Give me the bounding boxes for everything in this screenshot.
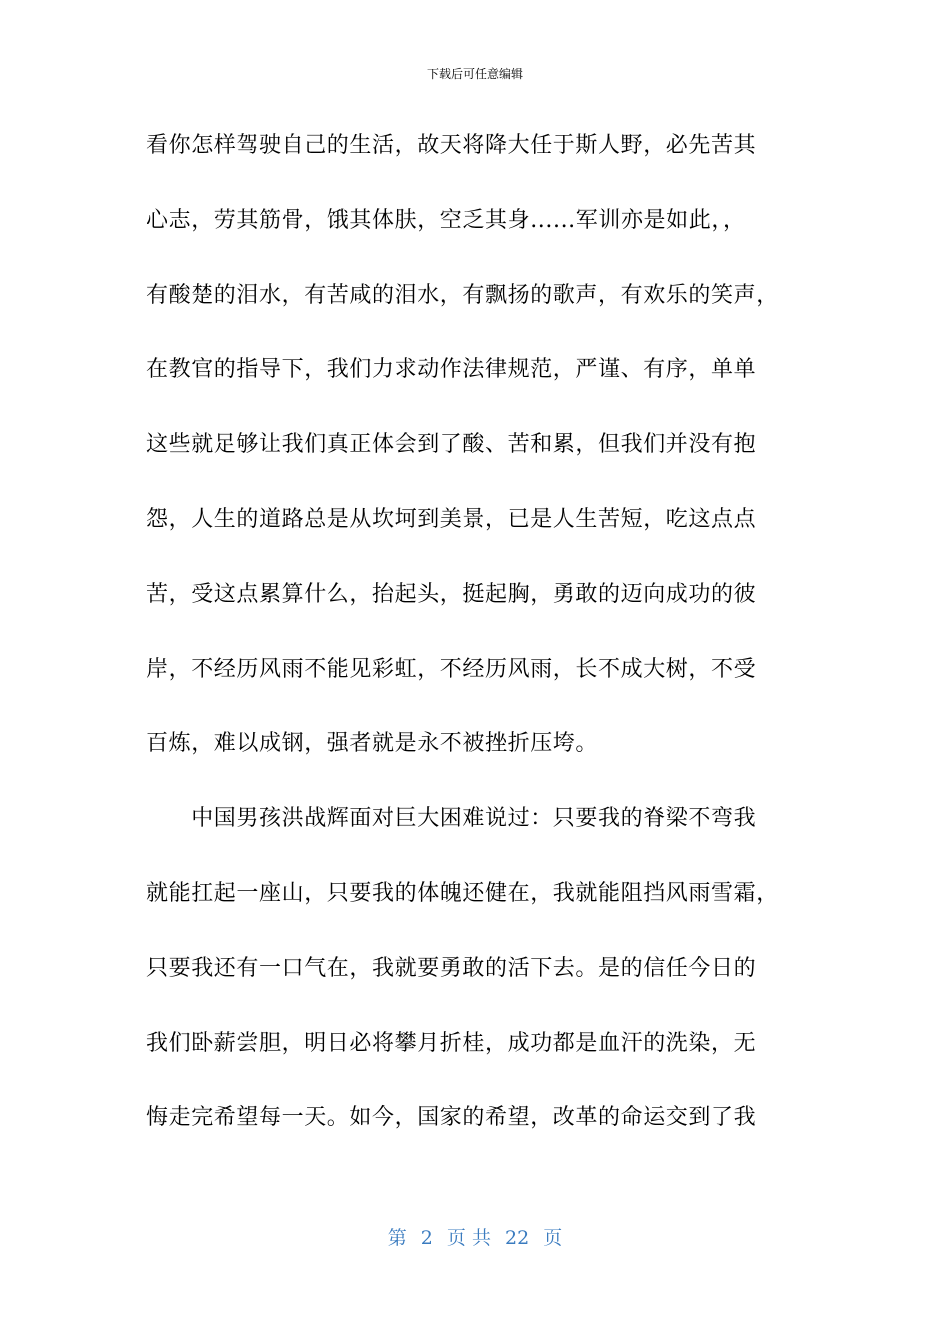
text-line: 悔走完希望每一天。如今，国家的希望，改革的命运交到了我 bbox=[146, 1105, 757, 1131]
text-line: 就能扛起一座山，只要我的体魄还健在，我就能阻挡风雨雪霜， bbox=[146, 880, 779, 906]
text-line: 苦，受这点累算什么，抬起头，挺起胸，勇敢的迈向成功的彼 bbox=[146, 581, 757, 607]
text-line: 心志，劳其筋骨，饿其体肤，空乏其身......军训亦是如此，， bbox=[146, 207, 746, 233]
footer-total-pages: 22 bbox=[505, 1227, 530, 1249]
text-line: 这些就足够让我们真正体会到了酸、苦和累，但我们并没有抱 bbox=[146, 432, 757, 458]
text-line: 怨，人生的道路总是从坎坷到美景，已是人生苦短，吃这点点 bbox=[146, 506, 757, 532]
footer-middle: 页 共 bbox=[446, 1227, 491, 1249]
page-footer bbox=[0, 1226, 950, 1250]
text-line: 在教官的指导下，我们力求动作法律规范，严谨、有序，单单 bbox=[146, 357, 757, 383]
text-line: 有酸楚的泪水，有苦咸的泪水，有飘扬的歌声，有欢乐的笑声， bbox=[146, 282, 779, 308]
footer-suffix: 页 bbox=[543, 1227, 563, 1249]
text-line: 百炼，难以成钢，强者就是永不被挫折压垮。 bbox=[146, 731, 599, 757]
text-line: 岸，不经历风雨不能见彩虹，不经历风雨，长不成大树，不受 bbox=[146, 656, 757, 682]
page-header: 下载后可任意编辑 bbox=[426, 67, 523, 81]
text-line: 只要我还有一口气在，我就要勇敢的活下去。是的信任今日的 bbox=[146, 955, 757, 981]
text-line: 看你怎样驾驶自己的生活，故天将降大任于斯人野，必先苦其 bbox=[146, 133, 757, 158]
footer-page-number: 2 bbox=[420, 1227, 433, 1249]
text-line: 我们卧薪尝胆，明日必将攀月折桂，成功都是血汗的洗染，无 bbox=[146, 1030, 757, 1056]
text-line: 中国男孩洪战辉面对巨大困难说过：只要我的脊梁不弯我 bbox=[146, 806, 757, 832]
body-text bbox=[146, 126, 806, 1173]
footer-prefix: 第 bbox=[387, 1227, 407, 1249]
